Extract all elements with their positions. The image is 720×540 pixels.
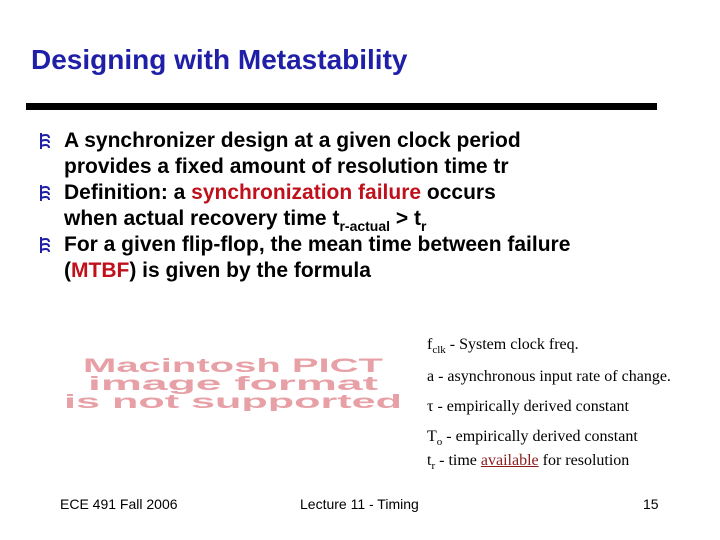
fclk-symbol: f <box>427 336 433 353</box>
bullet-2-text: Definition: a <box>64 181 192 204</box>
definition-a: a - asynchronous input rate of change. <box>427 368 671 385</box>
to-symbol: T <box>427 428 437 445</box>
tau-symbol: τ <box>427 398 434 415</box>
bullet-2-line2-text: when actual recovery time t <box>64 207 340 230</box>
bullet-3-paren-open: ( <box>64 259 71 282</box>
footer-lecture: Lecture 11 - Timing <box>300 496 419 512</box>
mtbf-term: MTBF <box>71 259 130 282</box>
bullet-mark-icon <box>38 235 52 255</box>
bullet-mark-icon <box>38 131 52 151</box>
bullet-mark-icon <box>38 183 52 203</box>
tr-description-start: - time <box>435 452 481 469</box>
definition-tau <box>427 398 629 416</box>
definition-tr <box>427 452 629 470</box>
pict-text-line-2: image format <box>88 374 380 395</box>
bullet-2-line-1 <box>64 180 708 206</box>
fclk-description: - System clock freq. <box>445 336 579 353</box>
pict-text-line-3: is not supported <box>64 392 402 411</box>
bullet-1-line-2: provides a fixed amount of resolution time tr <box>64 155 509 178</box>
tr-symbol: t <box>427 452 432 469</box>
bullet-3-line2-text: ) is given by the formula <box>129 259 371 282</box>
bullet-3-line-2 <box>64 258 708 284</box>
definition-fclk <box>427 336 579 354</box>
tau-description: - empirically derived constant <box>433 398 629 415</box>
slide-title: Designing with Metastability <box>31 44 408 75</box>
bullet-3-line-1: For a given flip-flop, the mean time between failure <box>64 233 571 256</box>
definition-to <box>427 428 638 446</box>
tr-subscript: r <box>420 218 427 234</box>
synchronization-failure-term: synchronization failure <box>191 181 422 204</box>
available-link[interactable]: available <box>480 452 539 469</box>
footer-page-number: 15 <box>643 496 659 512</box>
to-subscript: o <box>436 436 443 448</box>
title-divider <box>26 103 657 110</box>
tr-description-end: for resolution <box>538 452 630 469</box>
tr-def-subscript: r <box>431 460 436 472</box>
tr-actual-subscript: r-actual <box>339 218 391 234</box>
bullet-1-line-1: A synchronizer design at a given clock period <box>64 129 521 152</box>
bullet-2-line2-mid: > t <box>390 207 421 230</box>
bullet-item-3 <box>38 232 708 284</box>
bullet-2-text-end: occurs <box>421 181 496 204</box>
pict-placeholder-image <box>62 355 404 411</box>
to-description: - empirically derived constant <box>442 428 638 445</box>
bullet-item-1 <box>38 128 708 180</box>
bullet-2-line-2 <box>64 206 708 232</box>
fclk-subscript: clk <box>432 344 446 356</box>
footer-course: ECE 491 Fall 2006 <box>60 496 178 512</box>
pict-text-line-1: Macintosh PICT <box>83 356 384 377</box>
bullet-list <box>38 128 708 284</box>
bullet-item-2 <box>38 180 708 232</box>
